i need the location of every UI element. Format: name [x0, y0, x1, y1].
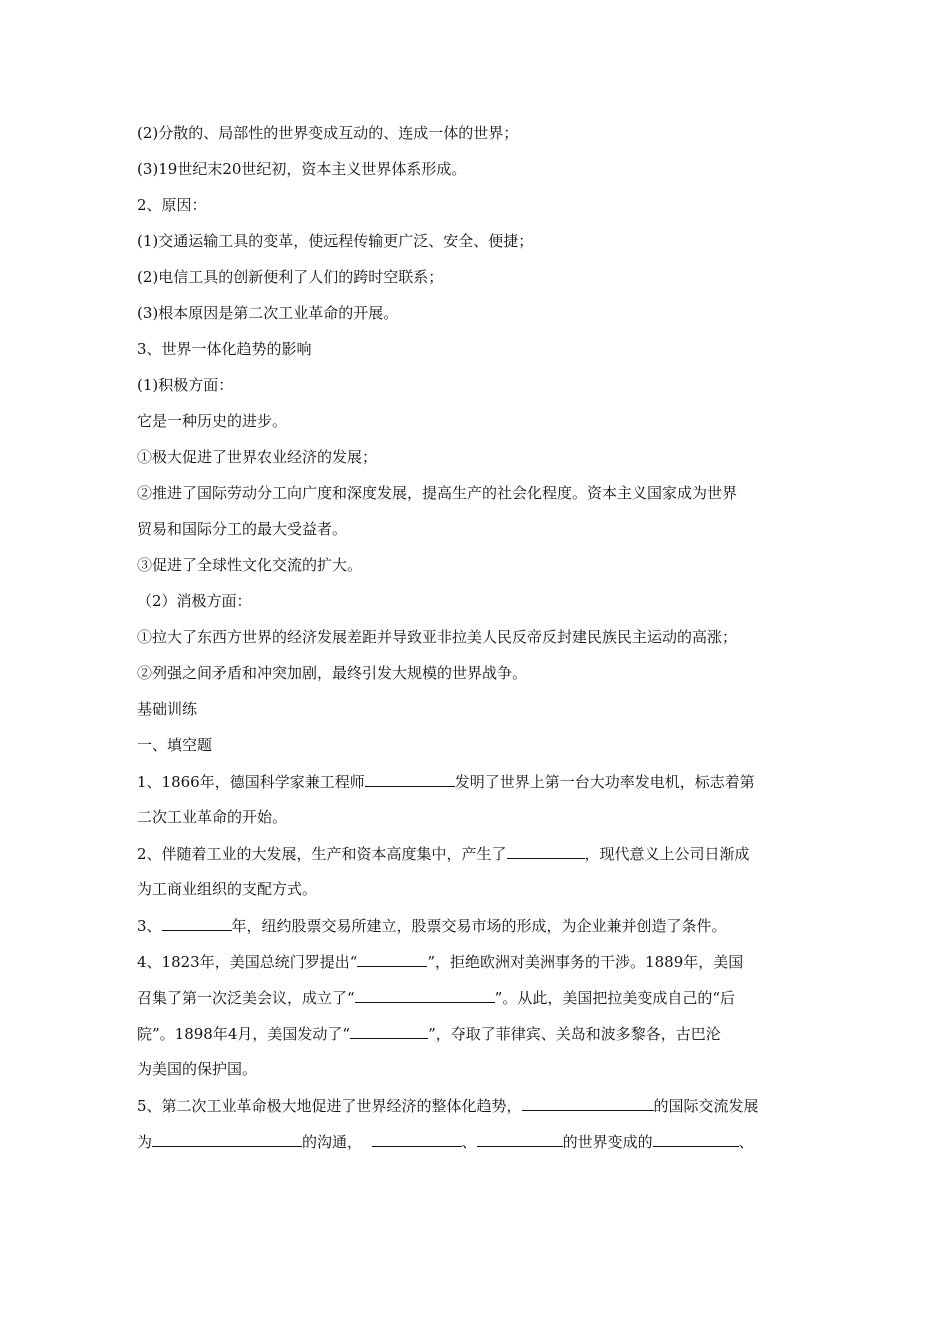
- question-text: 的世界变成的: [562, 1133, 653, 1151]
- answer-blank[interactable]: [152, 1132, 302, 1147]
- answer-blank[interactable]: [522, 1096, 654, 1111]
- question-1-cont: 二次工业革命的开始。: [137, 808, 288, 826]
- section-heading: 2、原因：: [137, 196, 207, 214]
- subsection-heading: （2）消极方面：: [137, 592, 252, 610]
- text-line: 它是一种历史的进步。: [137, 412, 288, 430]
- question-text: 的国际交流发展: [653, 1097, 759, 1115]
- question-4-cont: [137, 988, 817, 1006]
- question-4: [137, 952, 817, 970]
- answer-blank[interactable]: [507, 844, 585, 859]
- text-line: ①拉大了东西方世界的经济发展差距并导致亚非拉美人民反帝反封建民族民主运动的高涨；: [137, 628, 738, 646]
- question-text: 年，纽约股票交易所建立，股票交易市场的形成，为企业兼并创造了条件。: [231, 917, 727, 935]
- answer-blank[interactable]: [357, 952, 427, 967]
- section-heading: 基础训练: [137, 700, 198, 718]
- question-text: 4、1823年，美国总统门罗提出“: [137, 953, 358, 971]
- question-text: 院”。1898年4月，美国发动了“: [137, 1025, 351, 1043]
- question-text: 的沟通，: [302, 1133, 363, 1151]
- question-text: 、: [738, 1133, 754, 1151]
- section-heading: 一、填空题: [137, 736, 213, 754]
- answer-blank[interactable]: [653, 1132, 739, 1147]
- question-5: [137, 1096, 817, 1114]
- question-4-cont: [137, 1024, 817, 1042]
- question-1: [137, 772, 817, 790]
- text-line: (2)分散的、局部性的世界变成互动的、连成一体的世界；: [137, 124, 519, 142]
- document-page: [137, 124, 817, 1168]
- subsection-heading: (1)积极方面：: [137, 376, 234, 394]
- question-text: 2、伴随着工业的大发展，生产和资本高度集中，产生了: [137, 845, 507, 863]
- text-line: ③促进了全球性文化交流的扩大。: [137, 556, 363, 574]
- question-2: [137, 844, 817, 862]
- question-text: 发明了世界上第一台大功率发电机，标志着第: [454, 773, 755, 791]
- question-text: 召集了第一次泛美会议，成立了“: [137, 989, 355, 1007]
- text-line: ①极大促进了世界农业经济的发展；: [137, 448, 378, 466]
- text-line: (3)根本原因是第二次工业革命的开展。: [137, 304, 399, 322]
- question-5-cont: [137, 1132, 817, 1150]
- answer-blank[interactable]: [355, 988, 495, 1003]
- question-text: 1、1866年，德国科学家兼工程师: [137, 773, 365, 791]
- text-line: ②列强之间矛盾和冲突加剧，最终引发大规模的世界战争。: [137, 664, 528, 682]
- question-text: ，现代意义上公司日渐成: [584, 845, 750, 863]
- answer-blank[interactable]: [477, 1132, 563, 1147]
- text-line: 贸易和国际分工的最大受益者。: [137, 520, 348, 538]
- text-line: (2)电信工具的创新便利了人们的跨时空联系；: [137, 268, 444, 286]
- question-text: ”。从此，美国把拉美变成自己的“后: [494, 989, 736, 1007]
- answer-blank[interactable]: [350, 1024, 428, 1039]
- section-heading: 3、世界一体化趋势的影响: [137, 340, 312, 358]
- question-text: 、: [461, 1133, 477, 1151]
- question-text: 5、第二次工业革命极大地促进了世界经济的整体化趋势，: [137, 1097, 522, 1115]
- question-2-cont: 为工商业组织的支配方式。: [137, 880, 318, 898]
- question-text: 3、: [137, 917, 162, 935]
- answer-blank[interactable]: [365, 772, 455, 787]
- text-line: ②推进了国际劳动分工向广度和深度发展，提高生产的社会化程度。资本主义国家成为世界: [137, 484, 738, 502]
- question-text: ”，夺取了菲律宾、关岛和波多黎各，古巴沦: [428, 1025, 721, 1043]
- question-4-cont: 为美国的保护国。: [137, 1060, 258, 1078]
- answer-blank[interactable]: [372, 1132, 462, 1147]
- question-text: 为: [137, 1133, 153, 1151]
- question-3: [137, 916, 817, 934]
- answer-blank[interactable]: [162, 916, 232, 931]
- question-text: ”，拒绝欧洲对美洲事务的干涉。1889年，美国: [427, 953, 744, 971]
- text-line: (1)交通运输工具的变革，使远程传输更广泛、安全、便捷；: [137, 232, 534, 250]
- text-line: (3)19世纪末20世纪初，资本主义世界体系形成。: [137, 160, 467, 178]
